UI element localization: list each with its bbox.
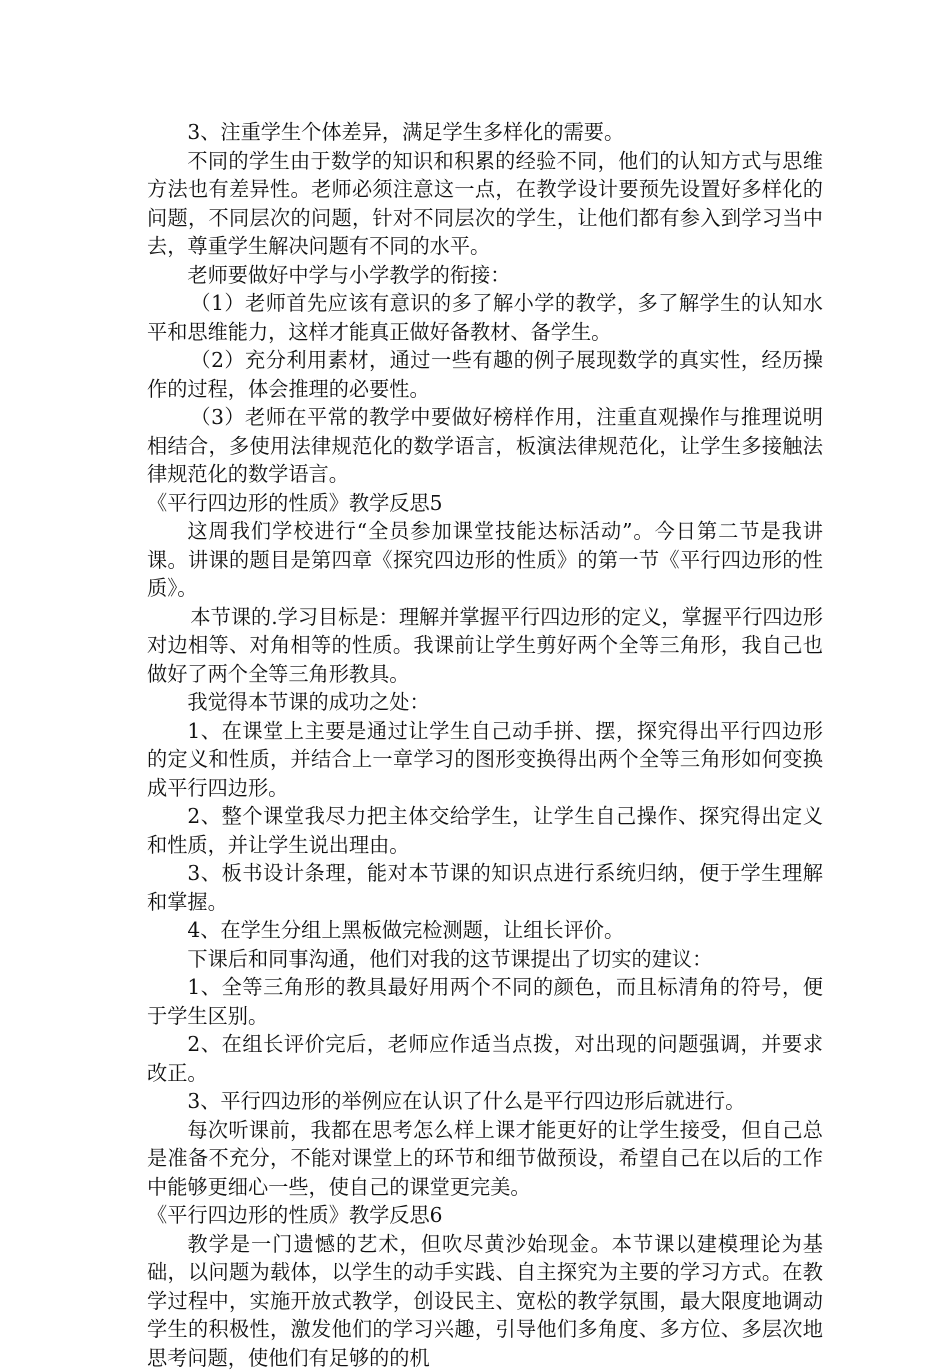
paragraph: 我觉得本节课的成功之处：: [147, 688, 823, 717]
document-page: [147, 118, 823, 1372]
paragraph: 本节课的.学习目标是：理解并掌握平行四边形的定义，掌握平行四边形对边相等、对角相等的性质。我课前让学生剪好两个全等三角形，我自己也做好了两个全等三角形教具。: [147, 603, 823, 689]
paragraph: （1）老师首先应该有意识的多了解小学的教学，多了解学生的认知水平和思维能力，这样才能真正做好备教材、备学生。: [147, 289, 823, 346]
section-heading: 《平行四边形的性质》教学反思6: [147, 1201, 823, 1230]
list-item: 3、板书设计条理，能对本节课的知识点进行系统归纳，便于学生理解和掌握。: [147, 859, 823, 916]
list-item: 4、在学生分组上黑板做完检测题，让组长评价。: [147, 916, 823, 945]
list-item: 2、在组长评价完后，老师应作适当点拨，对出现的问题强调，并要求改正。: [147, 1030, 823, 1087]
paragraph: 教学是一门遗憾的艺术，但吹尽黄沙始现金。本节课以建模理论为基础，以问题为载体，以学生的动手实践、自主探究为主要的学习方式。在教学过程中，实施开放式教学，创设民主、宽松的教学氛围，最大限度地调动学生的积极性，激发他们的学习兴趣，引导他们多角度、多方位、多层次地思考问题，使他们有足够的的机: [147, 1230, 823, 1372]
paragraph: 不同的学生由于数学的知识和积累的经验不同，他们的认知方式与思维方法也有差异性。老师必须注意这一点，在教学设计要预先设置好多样化的问题，不同层次的问题，针对不同层次的学生，让他们都有参入到学习当中去，尊重学生解决问题有不同的水平。: [147, 147, 823, 261]
paragraph: 3、注重学生个体差异，满足学生多样化的需要。: [147, 118, 823, 147]
list-item: 3、平行四边形的举例应在认识了什么是平行四边形后就进行。: [147, 1087, 823, 1116]
paragraph: （3）老师在平常的教学中要做好榜样作用，注重直观操作与推理说明相结合，多使用法律规范化的数学语言，板演法律规范化，让学生多接触法律规范化的数学语言。: [147, 403, 823, 489]
paragraph: 下课后和同事沟通，他们对我的这节课提出了切实的建议：: [147, 945, 823, 974]
paragraph: 这周我们学校进行“全员参加课堂技能达标活动”。今日第二节是我讲课。讲课的题目是第四章《探究四边形的性质》的第一节《平行四边形的性质》。: [147, 517, 823, 603]
list-item: 1、在课堂上主要是通过让学生自己动手拼、摆，探究得出平行四边形的定义和性质，并结合上一章学习的图形变换得出两个全等三角形如何变换成平行四边形。: [147, 717, 823, 803]
list-item: 2、整个课堂我尽力把主体交给学生，让学生自己操作、探究得出定义和性质，并让学生说出理由。: [147, 802, 823, 859]
paragraph: 每次听课前，我都在思考怎么样上课才能更好的让学生接受，但自己总是准备不充分，不能对课堂上的环节和细节做预设，希望自己在以后的工作中能够更细心一些，使自己的课堂更完美。: [147, 1116, 823, 1202]
paragraph: （2）充分利用素材，通过一些有趣的例子展现数学的真实性，经历操作的过程，体会推理的必要性。: [147, 346, 823, 403]
paragraph: 老师要做好中学与小学教学的衔接：: [147, 261, 823, 290]
list-item: 1、全等三角形的教具最好用两个不同的颜色，而且标清角的符号，便于学生区别。: [147, 973, 823, 1030]
section-heading: 《平行四边形的性质》教学反思5: [147, 489, 823, 518]
